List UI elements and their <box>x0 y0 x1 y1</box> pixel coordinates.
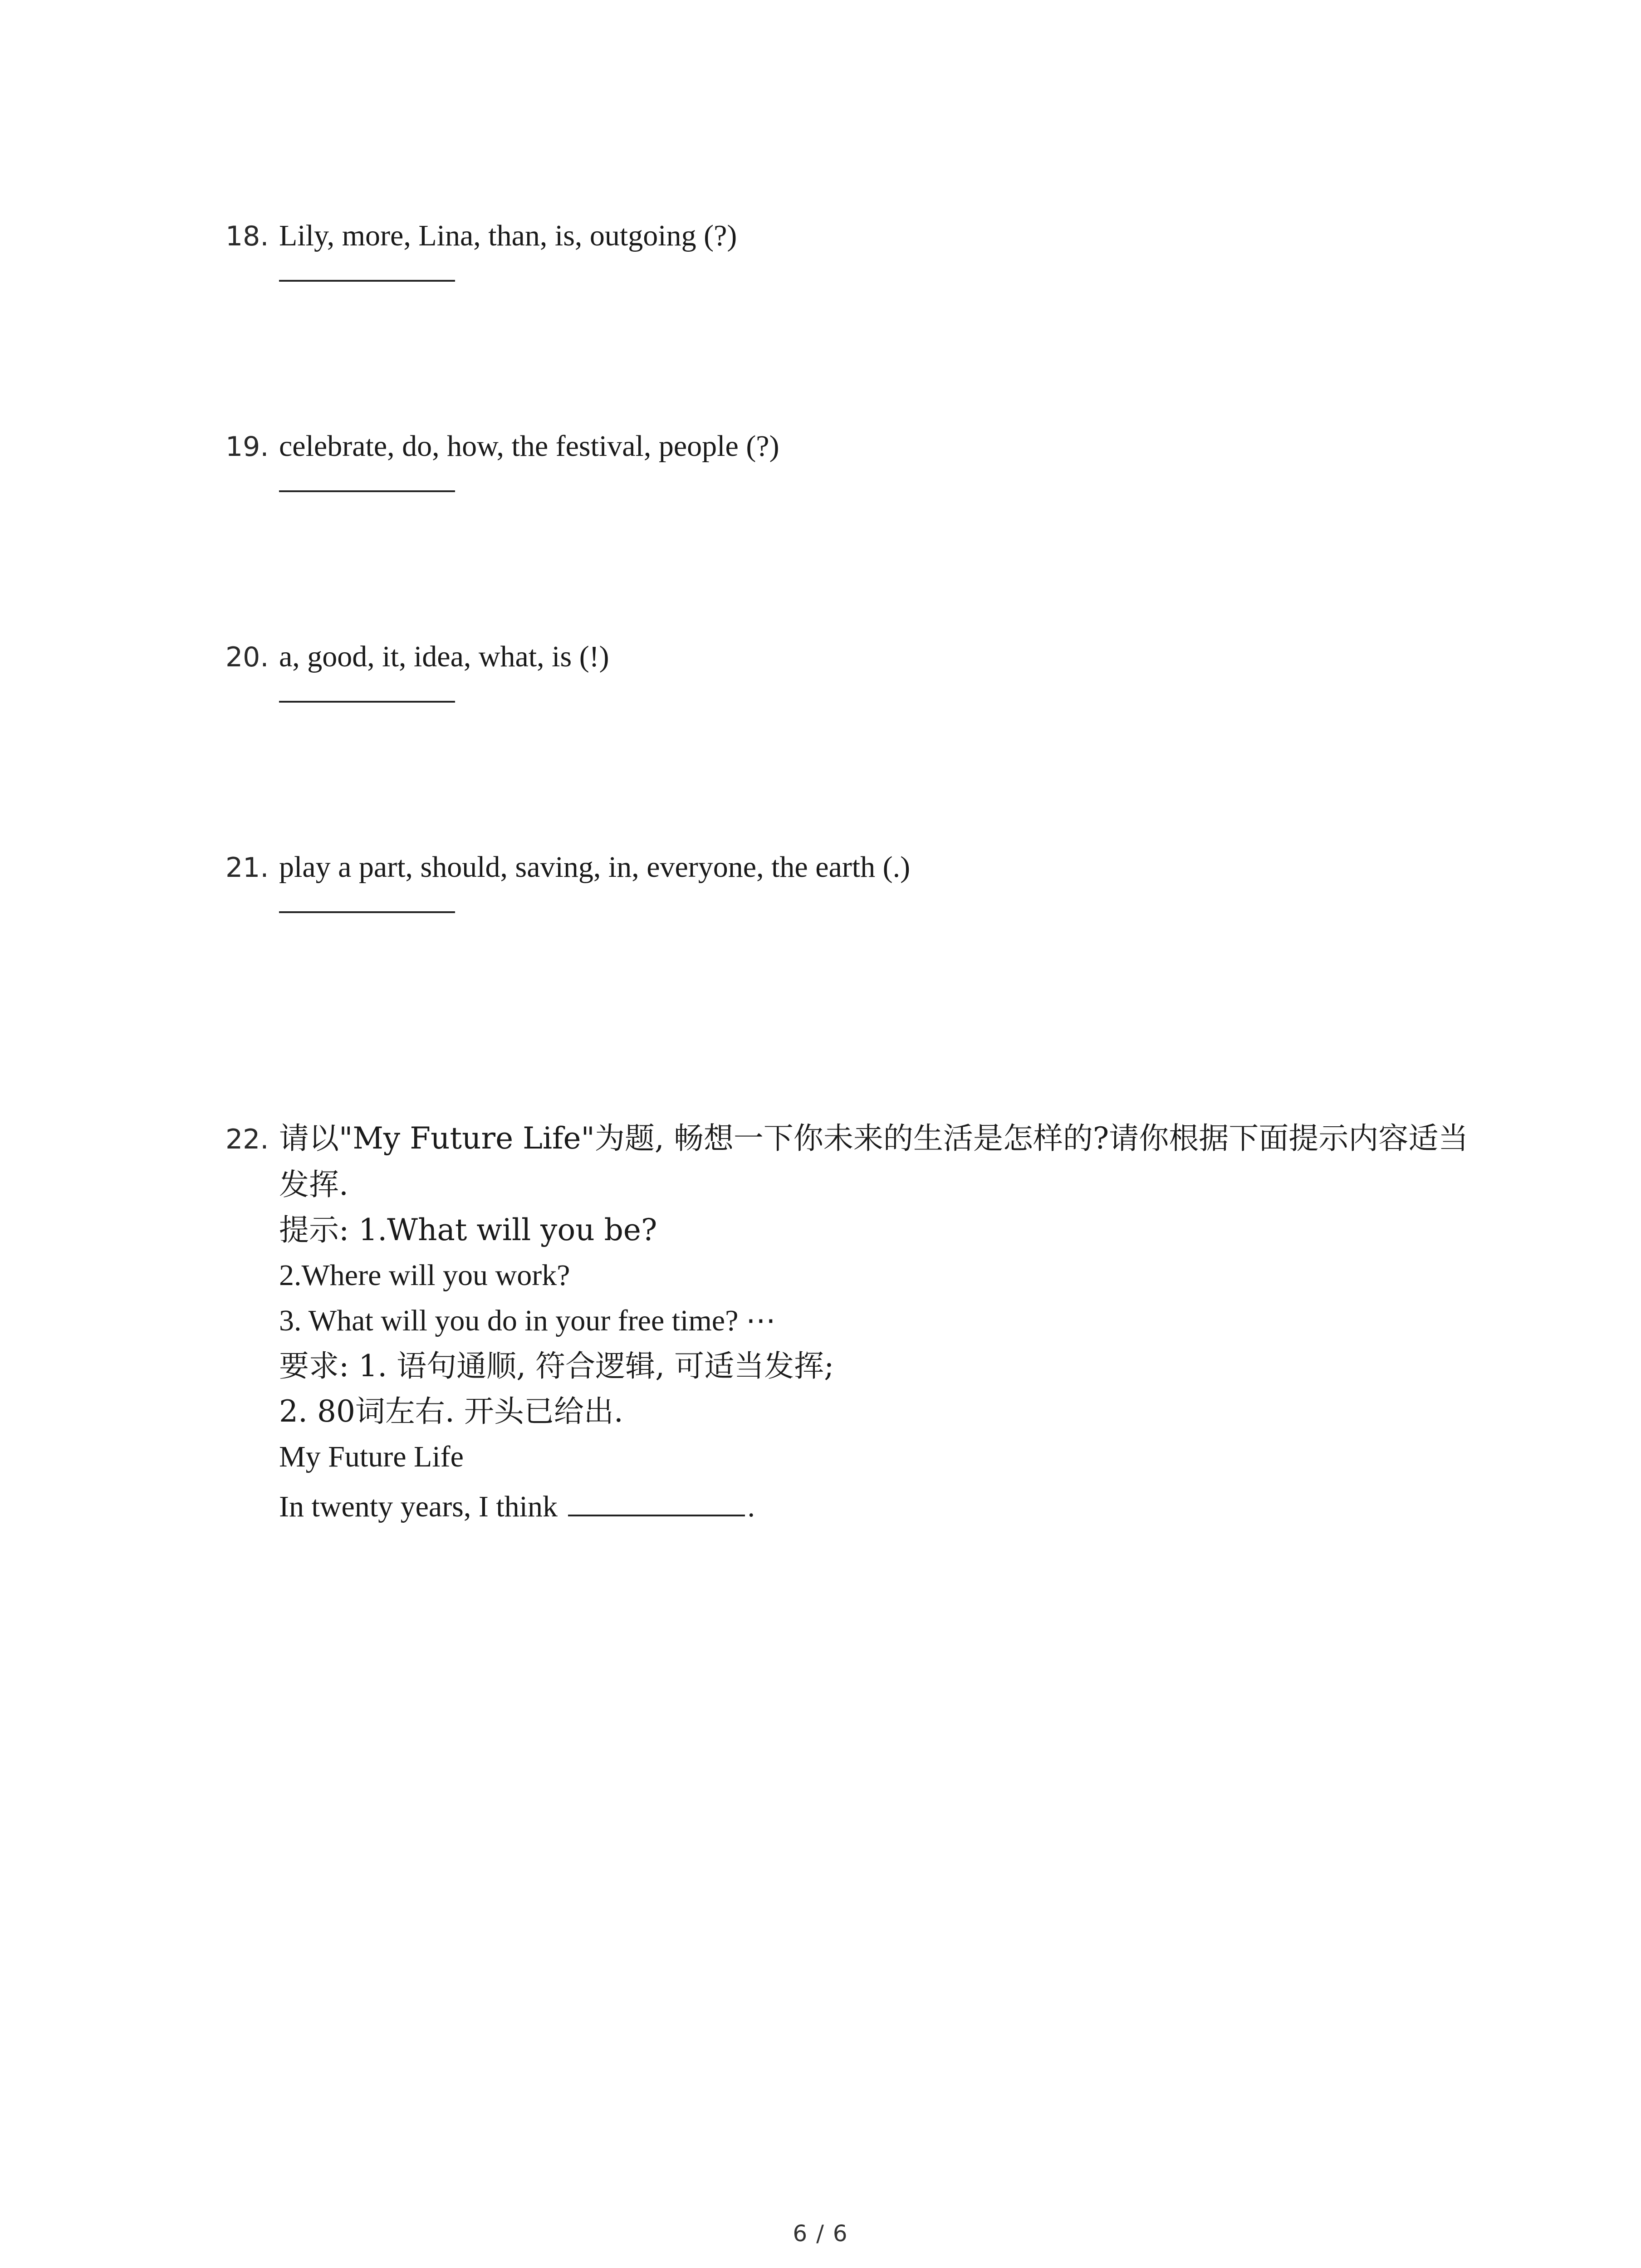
question-22-essay <box>225 1116 1473 1530</box>
hint-line-2: 2.Where will you work? <box>279 1259 570 1292</box>
question-text: play a part, should, saving, in, everyone, the earth (.) <box>279 850 911 884</box>
answer-blank-18[interactable] <box>279 280 455 282</box>
question-text: Lily, more, Lina, than, is, outgoing (?) <box>279 219 737 252</box>
essay-start-line <box>225 1484 1473 1530</box>
question-number: 18. <box>225 220 269 252</box>
question-21 <box>225 845 1473 913</box>
question-number: 22. <box>225 1124 269 1155</box>
requirement-line-2: 2. 80词左右. 开头已给出. <box>279 1394 623 1429</box>
question-number: 19. <box>225 431 269 463</box>
question-text: a, good, it, idea, what, is (!) <box>279 640 609 673</box>
question-18 <box>225 213 1473 282</box>
page-indicator: 6 / 6 <box>793 2220 848 2247</box>
question-number: 21. <box>225 852 269 884</box>
essay-title: My Future Life <box>279 1440 464 1473</box>
essay-prompt: 请以"My Future Life"为题, 畅想一下你未来的生活是怎样的?请你根据下面提示内容适当 <box>279 1121 1469 1156</box>
essay-prompt-cont: 发挥. <box>279 1167 348 1202</box>
essay-start-suffix: . <box>747 1490 755 1523</box>
answer-blank-20[interactable] <box>279 701 455 703</box>
hint-line-3: 3. What will you do in your free time? ⋯ <box>279 1304 776 1337</box>
hint-line-1: 提示: 1.What will you be? <box>279 1212 657 1247</box>
question-19 <box>225 424 1473 492</box>
answer-blank-19[interactable] <box>279 490 455 492</box>
essay-answer-blank[interactable] <box>568 1487 745 1516</box>
requirement-line-1: 要求: 1. 语句通顺, 符合逻辑, 可适当发挥; <box>279 1349 834 1383</box>
answer-blank-21[interactable] <box>279 911 455 913</box>
question-text: celebrate, do, how, the festival, people (?) <box>279 430 779 463</box>
essay-start-text: In twenty years, I think <box>279 1490 558 1523</box>
question-number: 20. <box>225 641 269 673</box>
question-20 <box>225 634 1473 703</box>
